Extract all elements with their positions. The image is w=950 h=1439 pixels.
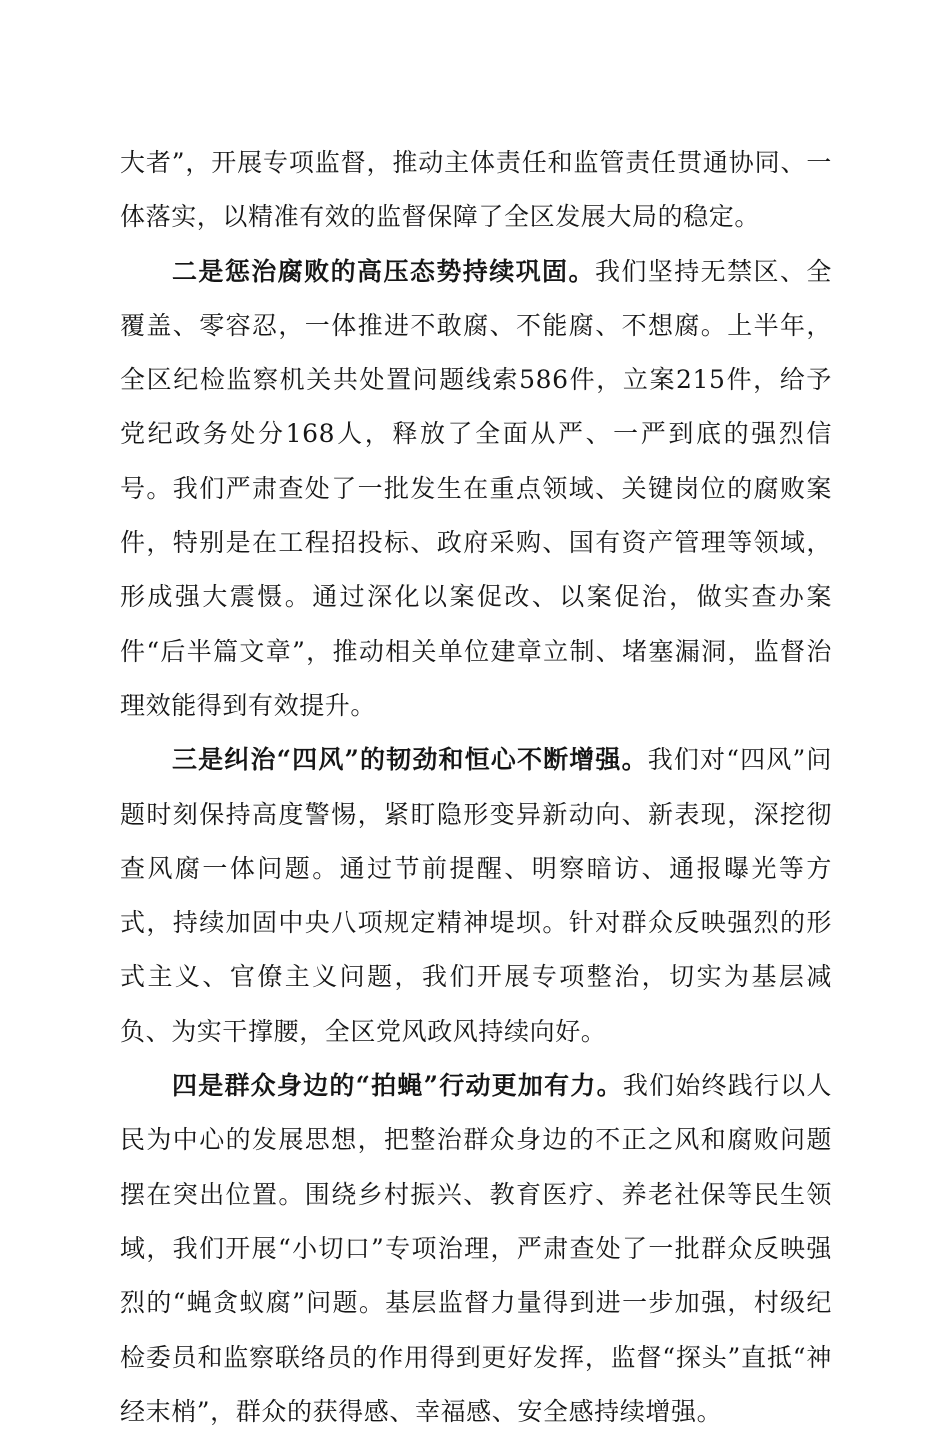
paragraph-lead: 二是惩治腐败的高压态势持续巩固。 xyxy=(172,256,595,286)
paragraph-swatting-flies xyxy=(120,1059,832,1439)
paragraph-text: 我们对“四风”问题时刻保持高度警惕，紧盯隐形变异新动向、新表现，深挖彻查风腐一体问题。通过节前提醒、明察暗访、通报曝光等方式，持续加固中央八项规定精神堤坝。针对群众反映强烈的形式主义、官僚主义问题，我们开展专项整治，切实为基层减负、为实干撑腰，全区党风政风持续向好。 xyxy=(120,745,832,1046)
paragraph-four-winds xyxy=(120,733,832,1059)
paragraph-text: 大者”，开展专项监督，推动主体责任和监管责任贯通协同、一体落实，以精准有效的监督保障了全区发展大局的稳定。 xyxy=(120,148,832,232)
paragraph-anti-corruption xyxy=(120,245,832,734)
paragraph-continuation xyxy=(120,136,832,245)
paragraph-lead: 四是群众身边的“拍蝇”行动更加有力。 xyxy=(172,1071,623,1101)
paragraph-text: 我们坚持无禁区、全覆盖、零容忍，一体推进不敢腐、不能腐、不想腐。上半年，全区纪检监察机关共处置问题线索586件，立案215件，给予党纪政务处分168人，释放了全面从严、一严到底的强烈信号。我们严肃查处了一批发生在重点领域、关键岗位的腐败案件，特别是在工程招投标、政府采购、国有资产管理等领域，形成强大震慑。通过深化以案促改、以案促治，做实查办案件“后半篇文章”，推动相关单位建章立制、堵塞漏洞，监督治理效能得到有效提升。 xyxy=(120,256,832,720)
paragraph-text: 我们始终践行以人民为中心的发展思想，把整治群众身边的不正之风和腐败问题摆在突出位置。围绕乡村振兴、教育医疗、养老社保等民生领域，我们开展“小切口”专项治理，严肃查处了一批群众反映强烈的“蝇贪蚁腐”问题。基层监督力量得到进一步加强，村级纪检委员和监察联络员的作用得到更好发挥，监督“探头”直抵“神经末梢”，群众的获得感、幸福感、安全感持续增强。 xyxy=(120,1071,832,1426)
paragraph-lead: 三是纠治“四风”的韧劲和恒心不断增强。 xyxy=(172,745,648,775)
document-body xyxy=(120,136,832,1439)
